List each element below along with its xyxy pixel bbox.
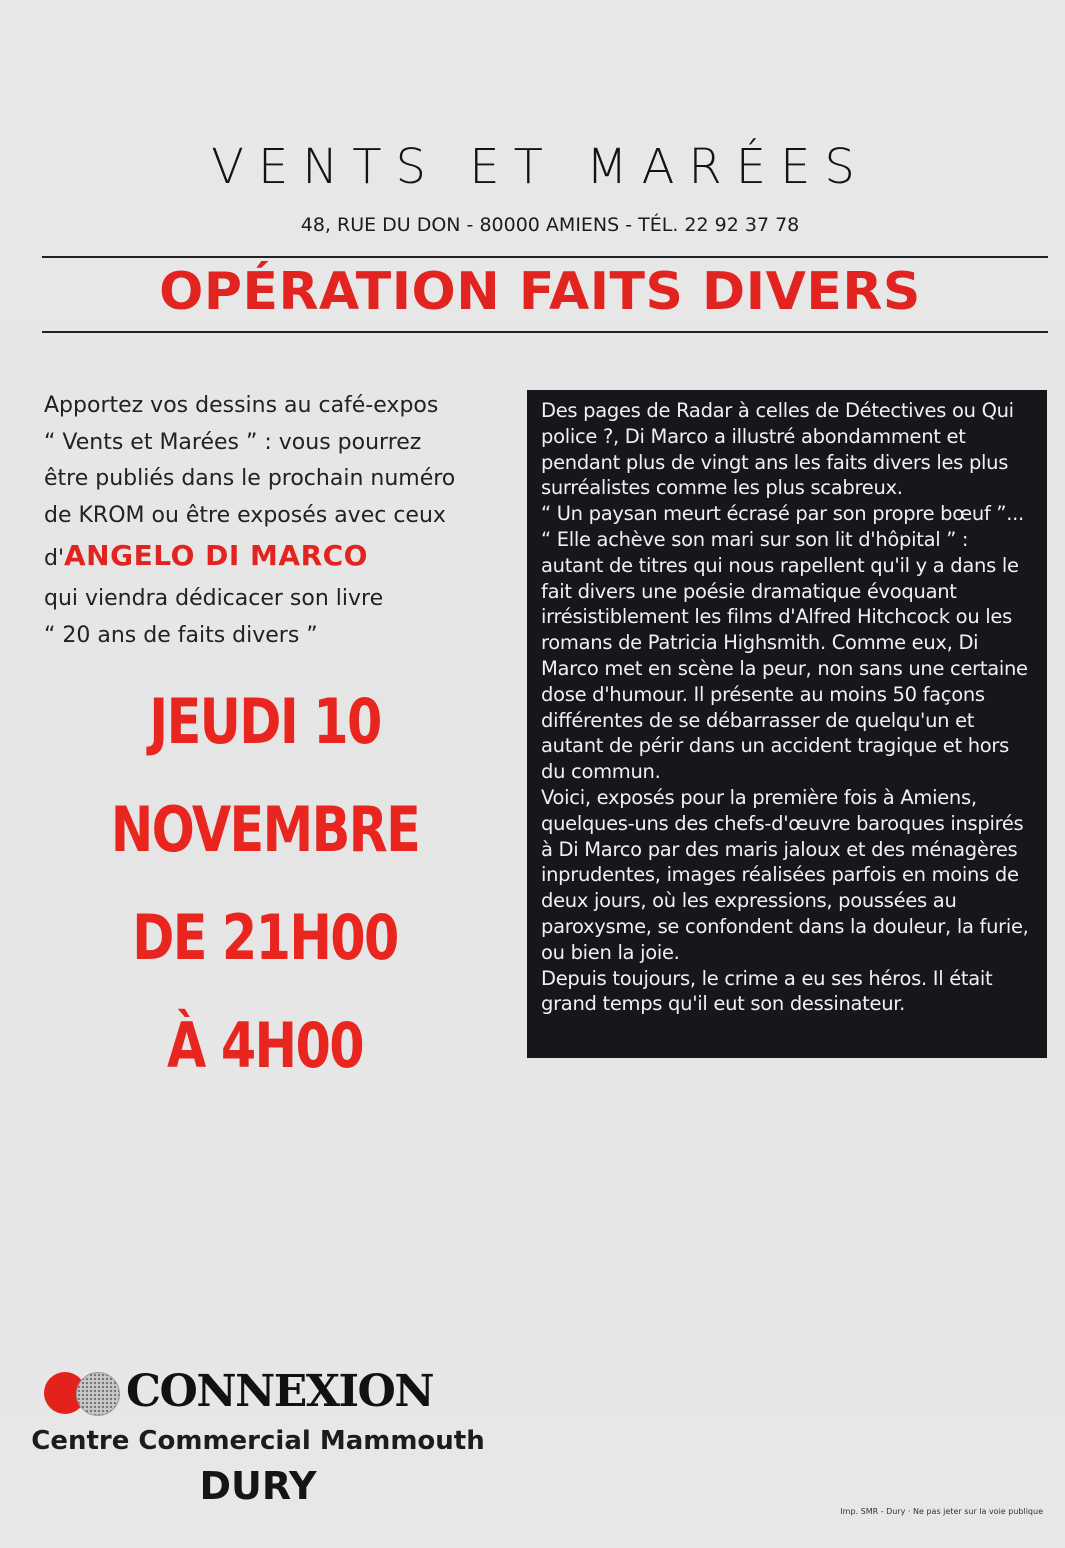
venue-name: VENTS ET MARÉES [211,139,869,195]
mall-name: Centre Commercial Mammouth [31,1426,485,1456]
event-end-time: À 4H00 [167,1009,363,1082]
description-paragraph: Voici, exposés pour la première fois à Amiens, quelques-uns des chefs-d'œuvre baroques inspirés à Di Marco par des maris jaloux et des ménagères inprudentes, images réalisées parfois en moins de deux jours, où les expressions, poussées au paroxysme, se confondent dans la douleur, la furie, ou bien la joie. [541,785,1029,964]
invitation-line: qui viendra dédicacer son livre [44,586,384,611]
invitation-line: “ Vents et Marées ” : vous pourrez [44,429,422,455]
invitation-line: de KROM ou être exposés avec ceux [44,502,446,528]
event-month: NOVEMBRE [110,793,420,866]
divider-bottom [42,331,1048,333]
town-name: DURY [199,1464,317,1508]
venue-address: 48, RUE DU DON - 80000 AMIENS - TÉL. 22 92 37 78 [300,214,800,236]
artist-prefix: d' [44,546,65,571]
artist-line [44,534,499,581]
printer-note: Imp. SMR - Dury · Ne pas jeter sur la voie publique [840,1507,1043,1516]
description-paragraph: “ Elle achève son mari sur son lit d'hôpital ” : autant de titres qui nous rapellent qu'il y a dans le fait divers une poésie dramatique évoquant irrésistiblement les films d'Alfred Hitchcock ou les romans de Patricia Highsmith. Comme eux, Di Marco met en scène la peur, non sans une certaine dose d'humour. Il présente au moins 50 façons différentes de se débarrasser de quelqu'un et autant de périr dans un accident tragique et hors du commun. [541,527,1028,784]
event-date [97,668,433,1100]
logo-text: CONNEXION [126,1366,434,1417]
event-day: JEUDI 10 [149,685,381,758]
logo-grey-dot-icon [76,1372,120,1416]
invitation-line: être publiés dans le prochain numéro [44,466,456,491]
description-paragraph: “ Un paysan meurt écrasé par son propre bœuf ”... [541,502,1024,526]
connexion-logo [44,1368,464,1420]
invitation-text [44,388,499,654]
description-paragraph: Depuis toujours, le crime a eu ses héros. Il était grand temps qu'il eut son dessinateur. [541,966,993,1016]
event-start-time: DE 21H00 [132,901,398,974]
description-box [527,390,1047,1058]
artist-name: ANGELO DI MARCO [64,539,368,572]
divider-top [42,256,1048,258]
description-paragraph: Des pages de Radar à celles de Détectives ou Qui police ?, Di Marco a illustré abondamment et pendant plus de vingt ans les faits divers les plus surréalistes comme les plus scabreux. [541,399,1014,500]
invitation-line: Apportez vos dessins au café-expos [44,393,439,418]
invitation-line: “ 20 ans de faits divers ” [44,622,318,648]
operation-title: OPÉRATION FAITS DIVERS [159,262,921,322]
